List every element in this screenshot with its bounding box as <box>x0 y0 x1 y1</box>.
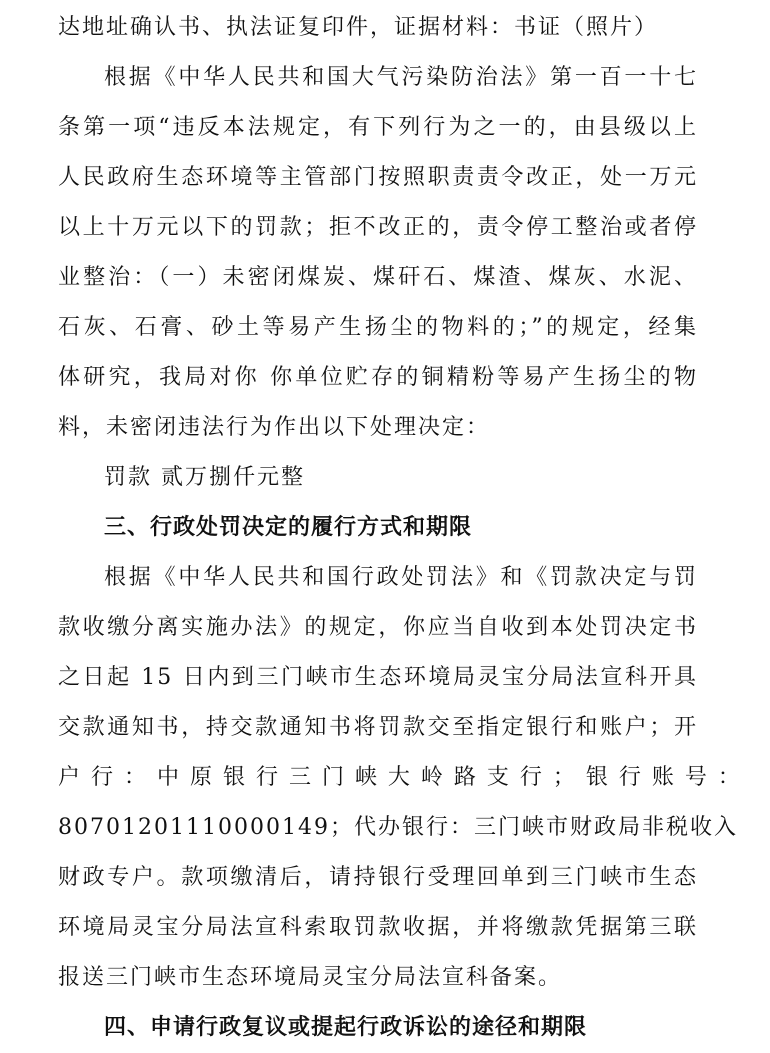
text-line: 达地址确认书、执法证复印件，证据材料：书证（照片） <box>58 15 659 40</box>
text-line: 交款通知书，持交款通知书将罚款交至指定银行和账户；开 <box>58 715 698 740</box>
text-line: 体研究，我局对你 你单位贮存的铜精粉等易产生扬尘的物 <box>58 365 698 390</box>
text-line: 以上十万元以下的罚款；拒不改正的，责令停工整治或者停 <box>58 215 698 240</box>
text-line: 业整治：（一）未密闭煤炭、煤矸石、煤渣、煤灰、水泥、 <box>58 265 698 290</box>
fine-amount-line: 罚款 贰万捌仟元整 <box>104 465 305 490</box>
text-line: 款收缴分离实施办法》的规定，你应当自收到本处罚决定书 <box>58 615 698 640</box>
text-line: 条第一项“违反本法规定，有下列行为之一的，由县级以上 <box>58 115 698 140</box>
text-line: 石灰、石膏、砂土等易产生扬尘的物料的；”的规定，经集 <box>58 315 698 340</box>
text-line: 人民政府生态环境等主管部门按照职责责令改正，处一万元 <box>58 165 698 190</box>
text-line: 环境局灵宝分局法宣科索取罚款收据，并将缴款凭据第三联 <box>58 915 698 940</box>
account-number-line: 80701201110000149；代办银行：三门峡市财政局非税收入 <box>58 815 738 840</box>
section-heading: 四、申请行政复议或提起行政诉讼的途径和期限 <box>104 1015 588 1040</box>
text-line: 根据《中华人民共和国行政处罚法》和《罚款决定与罚 <box>104 565 698 590</box>
text-line: 报送三门峡市生态环境局灵宝分局法宣科备案。 <box>58 965 563 990</box>
text-line: 根据《中华人民共和国大气污染防治法》第一百一十七 <box>104 65 698 90</box>
text-line: 料，未密闭违法行为作出以下处理决定： <box>58 415 491 440</box>
text-line: 户 行 ： 中 原 银 行 三 门 峡 大 岭 路 支 行 ； 银 行 账 号 ： <box>58 765 742 790</box>
text-line: 之日起 15 日内到三门峡市生态环境局灵宝分局法宣科开具 <box>58 665 698 690</box>
section-heading: 三、行政处罚决定的履行方式和期限 <box>104 515 473 540</box>
text-line: 财政专户。款项缴清后，请持银行受理回单到三门峡市生态 <box>58 865 698 890</box>
